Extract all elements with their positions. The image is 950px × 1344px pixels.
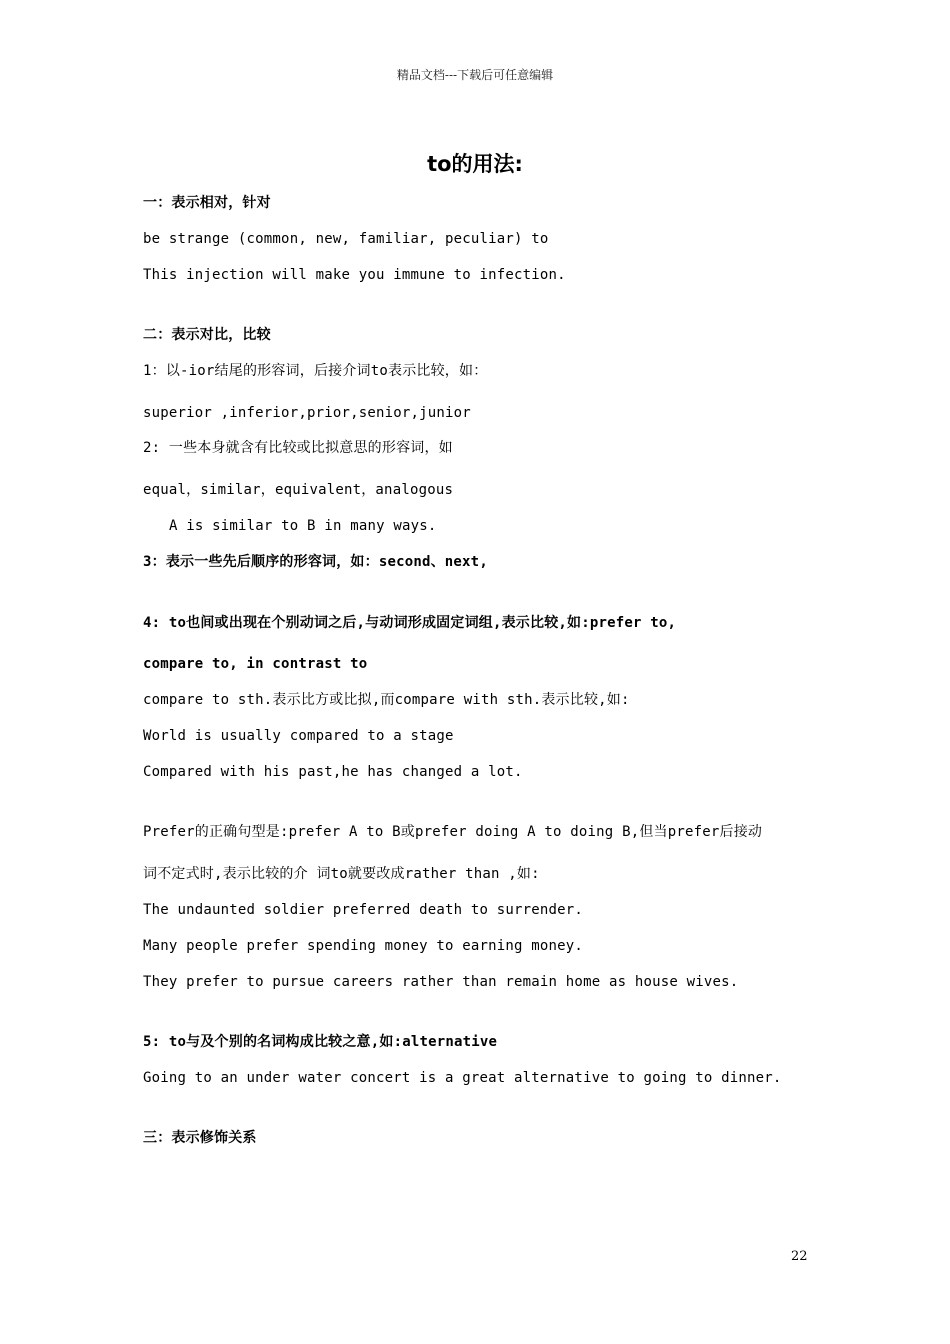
text-line: Many people prefer spending money to earning money. — [143, 938, 584, 954]
text-line: 词不定式时,表示比较的介 词to就要改成rather than ,如: — [143, 866, 540, 882]
text-line: 5: to与及个别的名词构成比较之意,如:alternative — [143, 1034, 498, 1050]
text-line: be strange (common, new, familiar, peculiar) to — [143, 231, 549, 247]
text-line: 2: 一些本身就含有比较或比拟意思的形容词，如 — [143, 440, 453, 456]
example-line: A is similar to B in many ways. — [169, 518, 437, 534]
text-line: superior ,inferior,prior,senior,junior — [143, 405, 471, 421]
text-line: compare to sth.表示比方或比拟,而compare with sth.表示比较,如: — [143, 692, 630, 708]
page-number: 22 — [791, 1249, 808, 1264]
section-heading-1: 一：表示相对，针对 — [143, 195, 271, 211]
text-line: compare to, in contrast to — [143, 656, 368, 672]
text-line: Prefer的正确句型是:prefer A to B或prefer doing A to doing B,但当prefer后接动 — [143, 824, 763, 840]
text-line: They prefer to pursue careers rather than remain home as house wives. — [143, 974, 739, 990]
text-line: 3：表示一些先后顺序的形容词，如：second、next, — [143, 554, 488, 570]
text-line: Compared with his past,he has changed a lot. — [143, 764, 523, 780]
text-line: The undaunted soldier preferred death to surrender. — [143, 902, 584, 918]
section-heading-3: 三：表示修饰关系 — [143, 1130, 257, 1146]
text-line: equal，similar，equivalent，analogous — [143, 482, 454, 498]
section-heading-2: 二：表示对比，比较 — [143, 327, 271, 343]
text-line: 1：以-ior结尾的形容词，后接介词to表示比较，如： — [143, 363, 488, 379]
text-line: Going to an under water concert is a great alternative to going to dinner. — [143, 1070, 782, 1086]
page-header: 精品文档---下载后可任意编辑 — [396, 68, 554, 82]
text-line: World is usually compared to a stage — [143, 728, 454, 744]
text-line: This injection will make you immune to infection. — [143, 267, 566, 283]
text-line: 4: to也间或出现在个别动词之后,与动词形成固定词组,表示比较,如:prefer to, — [143, 615, 677, 631]
page-title: to的用法: — [427, 152, 523, 176]
